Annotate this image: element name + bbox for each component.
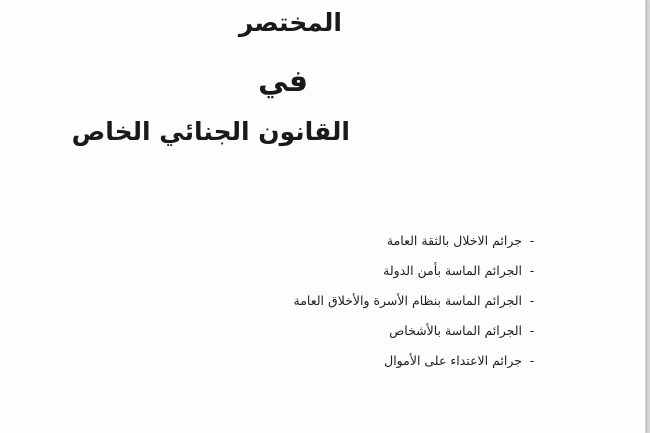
bullet-dash: - bbox=[529, 323, 535, 338]
topic-item bbox=[270, 286, 538, 316]
topic-text: الجرائم الماسة بأمن الدولة bbox=[383, 263, 522, 278]
title-line-2: في bbox=[258, 64, 308, 99]
title-line-3: القانون الجنائي الخاص bbox=[71, 117, 350, 146]
bullet-dash: - bbox=[529, 233, 535, 248]
topic-item bbox=[270, 316, 538, 346]
bullet-dash: - bbox=[529, 263, 535, 278]
bullet-dash: - bbox=[529, 293, 535, 308]
topic-text: جرائم الاخلال بالثقة العامة bbox=[386, 233, 522, 248]
bullet-dash: - bbox=[529, 353, 535, 368]
title-line-1: المختصر bbox=[238, 8, 342, 37]
topics-list bbox=[270, 226, 538, 376]
topic-text: جرائم الاعتداء على الأموال bbox=[384, 353, 522, 368]
topic-item bbox=[270, 256, 538, 286]
topic-text: الجرائم الماسة بالأشخاص bbox=[389, 323, 522, 338]
topic-item bbox=[270, 346, 538, 376]
topic-item bbox=[270, 226, 538, 256]
topic-text: الجرائم الماسة بنظام الأسرة والأخلاق العامة bbox=[293, 293, 522, 308]
